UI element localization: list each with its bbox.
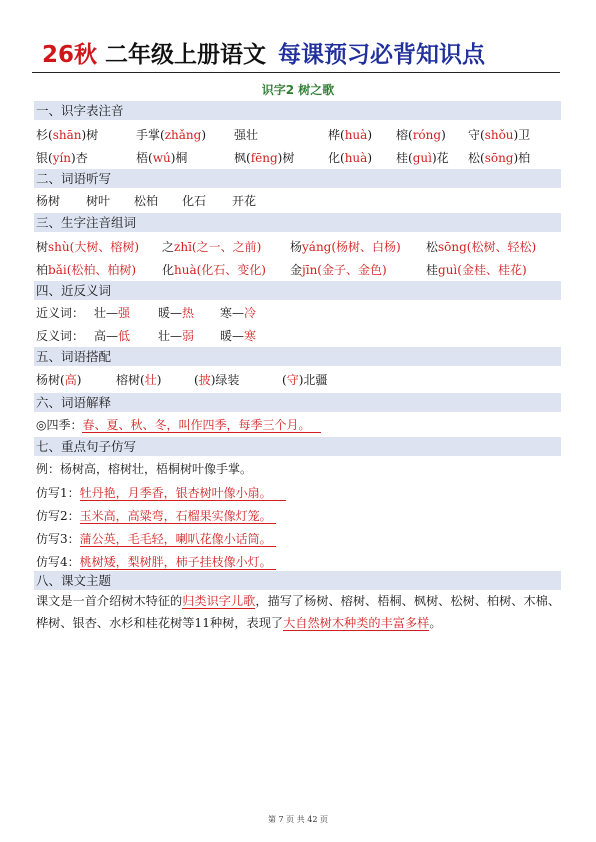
word: 杨树 bbox=[36, 194, 61, 208]
antonym-label: 反义词： bbox=[36, 329, 85, 343]
section-3-title: 三、生字注音组词 bbox=[34, 213, 561, 232]
antonym-pair: 高—低 bbox=[94, 329, 131, 343]
char-item: 金jīn(金子、金色) bbox=[290, 263, 387, 277]
explanation-answer: 春、夏、秋、冬，叫作四季，每季三个月。 bbox=[82, 418, 320, 433]
char-item: 松sōng(松树、轻松) bbox=[426, 240, 537, 254]
imitation-3: 仿写3：蒲公英，毛毛轻，喇叭花像小话筒。 bbox=[36, 530, 566, 548]
char-item: 树shù(大树、榕树) bbox=[36, 240, 139, 254]
pinyin-item: 桂(guì)花 bbox=[396, 151, 449, 165]
word-explanation bbox=[36, 416, 566, 434]
section-6-title: 六、词语解释 bbox=[34, 393, 561, 412]
section-4-title: 四、近反义词 bbox=[34, 281, 561, 300]
pinyin-item: 松(sōng)柏 bbox=[468, 151, 531, 165]
pinyin-item: 化(huà) bbox=[328, 151, 372, 165]
word: 开花 bbox=[232, 194, 257, 208]
imitation-1: 仿写1：牡丹艳，月季香，银杏树叶像小扇。 bbox=[36, 484, 566, 502]
pinyin-item: 银(yín)杏 bbox=[36, 151, 88, 165]
word: 化石 bbox=[182, 194, 207, 208]
word: 树叶 bbox=[86, 194, 111, 208]
antonym-pair: 暖—寒 bbox=[220, 329, 257, 343]
collocation-item: 榕树(壮) bbox=[116, 373, 162, 387]
collocation-item: 杨树(高) bbox=[36, 373, 82, 387]
synonym-label: 近义词： bbox=[36, 306, 85, 320]
example-sentence: 例：杨树高，榕树壮，梧桐树叶像手掌。 bbox=[36, 462, 253, 476]
char-item: 化huà(化石、变化) bbox=[162, 263, 266, 277]
char-item: 桂guì(金桂、桂花) bbox=[426, 263, 527, 277]
collocation-item: (披)绿装 bbox=[194, 373, 240, 387]
char-item: 柏bǎi(松柏、柏树) bbox=[36, 263, 137, 277]
theme-paragraph: 课文是一首介绍树木特征的归类识字儿歌，描写了杨树、榕树、梧桐、枫树、松树、柏树、木棉、桦树、银杏、水杉和桂花树等11种树，表现了大自然树木种类的丰富多样。 bbox=[36, 594, 561, 630]
page-header bbox=[32, 38, 560, 73]
antonym-pair: 壮—弱 bbox=[158, 329, 195, 343]
pinyin-item: 榕(róng) bbox=[396, 128, 446, 142]
pinyin-item: 枫(fēng)树 bbox=[234, 151, 295, 165]
imitation-4: 仿写4：桃树矮，梨树胖，柿子挂枝像小灯。 bbox=[36, 553, 566, 571]
header-season: 26秋 bbox=[42, 42, 98, 68]
word: 松柏 bbox=[134, 194, 159, 208]
explanation-label: ◎四季： bbox=[36, 418, 83, 432]
header-topic: 每课预习必背知识点 bbox=[278, 42, 486, 68]
pinyin-item: 强壮 bbox=[234, 128, 259, 142]
header-grade: 二年级上册语文 bbox=[105, 42, 267, 68]
section-8-title: 八、课文主题 bbox=[34, 571, 561, 590]
section-5-title: 五、词语搭配 bbox=[34, 347, 561, 366]
synonym-pair: 壮—强 bbox=[94, 306, 131, 320]
imitation-2: 仿写2：玉米高，高粱弯，石榴果实像灯笼。 bbox=[36, 507, 566, 525]
pinyin-item: 杉(shān)树 bbox=[36, 128, 99, 142]
lesson-title: 识字2 树之歌 bbox=[261, 83, 335, 97]
synonym-pair: 寒—冷 bbox=[220, 306, 257, 320]
pinyin-item: 守(shǒu)卫 bbox=[468, 128, 531, 142]
section-1-title: 一、识字表注音 bbox=[34, 101, 561, 120]
section-7-title: 七、重点句子仿写 bbox=[34, 437, 561, 456]
char-item: 杨yáng(杨树、白杨) bbox=[290, 240, 401, 254]
pinyin-item: 手掌(zhǎng) bbox=[136, 128, 206, 142]
pinyin-item: 梧(wú)桐 bbox=[136, 151, 188, 165]
page-footer: 第 7 页 共 42 页 bbox=[268, 815, 328, 824]
section-2-title: 二、词语听写 bbox=[34, 169, 561, 188]
collocation-item: (守)北疆 bbox=[282, 373, 328, 387]
synonym-pair: 暖—热 bbox=[158, 306, 195, 320]
char-item: 之zhī(之一、之前) bbox=[162, 240, 262, 254]
pinyin-item: 桦(huà) bbox=[328, 128, 372, 142]
